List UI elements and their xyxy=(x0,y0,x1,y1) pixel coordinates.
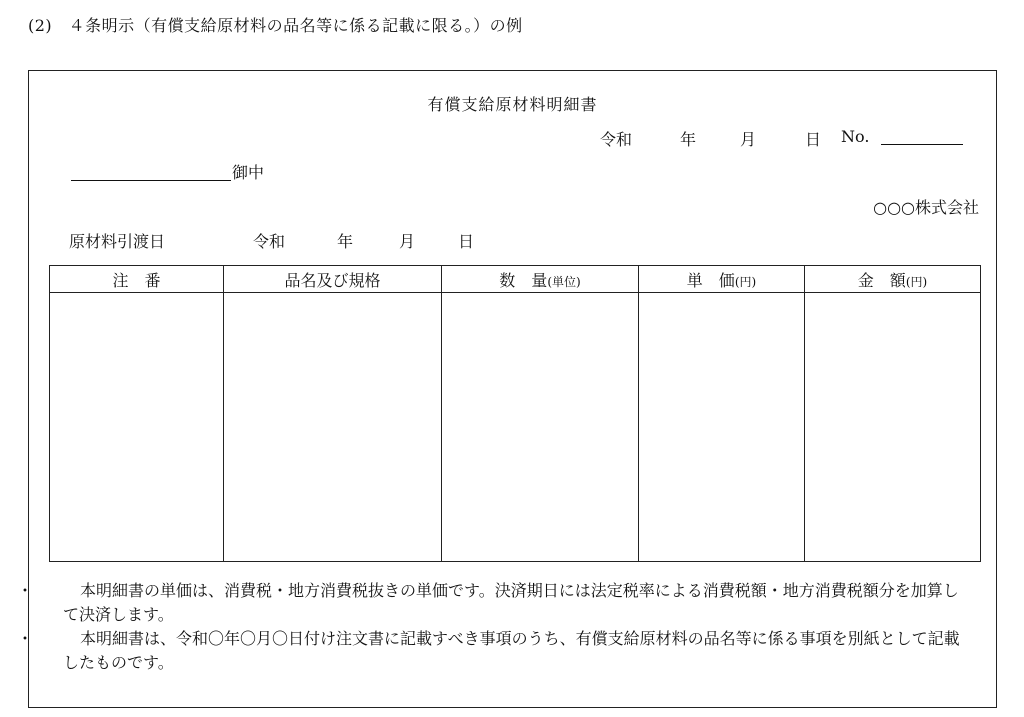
delivery-date-year: 年 xyxy=(337,232,354,251)
form-frame xyxy=(17,70,997,708)
document-title: 有償支給原材料明細書 xyxy=(427,95,598,114)
note-item xyxy=(17,627,969,675)
cell-item[interactable] xyxy=(224,293,442,562)
addressee-field[interactable] xyxy=(71,180,231,181)
notes xyxy=(17,579,969,675)
company-name: ○○○株式会社 xyxy=(873,198,979,217)
delivery-date-label: 原材料引渡日 xyxy=(69,232,166,251)
note-text: 本明細書の単価は、消費税・地方消費税抜きの単価です。決済期日には法定税率による消費税額・地方消費税額分を加算して決済します。 xyxy=(63,581,959,624)
issue-date-month: 月 xyxy=(740,130,757,149)
document-number-label: No. xyxy=(841,127,870,146)
table-header-row xyxy=(50,266,981,293)
note-bullet: ・ xyxy=(17,629,34,648)
delivery-date-day: 日 xyxy=(458,232,475,251)
column-header-item: 品名及び規格 xyxy=(224,266,442,293)
document-number-field[interactable] xyxy=(881,144,963,145)
cell-quantity[interactable] xyxy=(442,293,639,562)
issue-date-era: 令和 xyxy=(600,130,633,149)
cell-amount[interactable] xyxy=(805,293,981,562)
delivery-date-month: 月 xyxy=(399,232,416,251)
cell-order-no[interactable] xyxy=(50,293,224,562)
column-header-order-no: 注 番 xyxy=(50,266,224,293)
column-header-amount: 金 額(円) xyxy=(805,266,981,293)
detail-table xyxy=(49,265,981,562)
issue-date-year: 年 xyxy=(680,130,697,149)
table-row xyxy=(50,293,981,562)
note-text: 本明細書は、令和〇年〇月〇日付け注文書に記載すべき事項のうち、有償支給原材料の品名等に係る事項を別紙として記載したものです。 xyxy=(63,629,960,672)
note-bullet: ・ xyxy=(17,581,34,600)
delivery-date-era: 令和 xyxy=(253,232,286,251)
cell-unit-price[interactable] xyxy=(639,293,805,562)
note-item xyxy=(17,579,969,627)
addressee-suffix: 御中 xyxy=(232,163,265,182)
column-header-unit-price: 単 価(円) xyxy=(639,266,805,293)
page-heading: (2) ４条明示（有償支給原材料の品名等に係る記載に限る。）の例 xyxy=(28,16,523,35)
issue-date-day: 日 xyxy=(805,130,822,149)
column-header-quantity: 数 量(単位) xyxy=(442,266,639,293)
